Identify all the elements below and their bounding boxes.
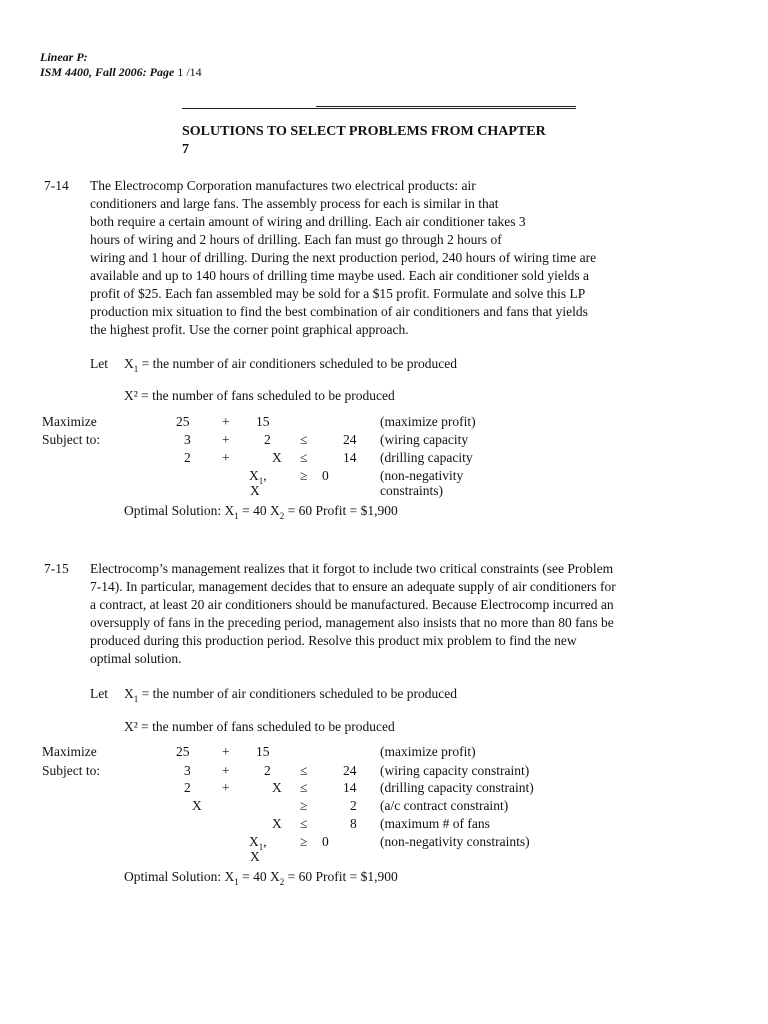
coef: 2 (184, 450, 191, 465)
relation: ≤ (300, 763, 308, 778)
coef: 2 (184, 780, 191, 795)
constraint-note: (wiring capacity (380, 432, 469, 447)
problem-number-7-14: 7-14 (44, 178, 69, 193)
comma: , (263, 834, 267, 849)
subscript: 1 (258, 842, 264, 852)
problem-7-14-text (90, 177, 596, 339)
optimal-solution-7-14 (124, 502, 398, 521)
rhs: 24 (343, 432, 357, 447)
constraint-note: (maximize profit) (380, 414, 476, 429)
text-line: 7-14). In particular, management decides that to ensure an adequate supply of air conditioners for (90, 579, 616, 594)
text-line: Electrocomp’s management realizes that it forgot to include two critical constraints (see Problem (90, 561, 614, 576)
relation: ≥ (300, 798, 308, 813)
solution-text: = 60 Profit = $1,900 (284, 503, 398, 518)
x1-definition (124, 355, 457, 374)
variable: X (272, 450, 282, 465)
constraint-note: (maximize profit) (380, 744, 476, 759)
constraint-note: (drilling capacity (380, 450, 473, 465)
text-line: profit of $25. Each fan assembled may be sold for a $15 profit. Formulate and solve this LP (90, 286, 586, 301)
x1-definition (124, 685, 457, 704)
constraint-note: (a/c contract constraint) (380, 798, 509, 813)
operator: + (222, 780, 230, 795)
coef: 3 (184, 763, 191, 778)
solution-text: Optimal Solution: X (124, 503, 235, 518)
header-page-number: 1 /14 (177, 65, 202, 79)
text-line: optimal solution. (90, 651, 182, 666)
maximize-label: Maximize (42, 744, 97, 759)
text-line: wiring and 1 hour of drilling. During the next production period, 240 hours of wiring time are (90, 250, 597, 265)
subject-to-label: Subject to: (42, 432, 101, 447)
let-label: Let (90, 686, 108, 701)
clipped-row (244, 849, 284, 864)
text-line: the highest profit. Use the corner point graphical approach. (90, 322, 409, 337)
header-line-1: Linear P: (40, 50, 88, 64)
relation: ≥ (300, 834, 308, 849)
rhs: 0 (322, 834, 329, 849)
definition-text: = the number of air conditioners scheduled to be produced (138, 686, 458, 701)
comma: , (263, 468, 267, 483)
rhs: 14 (343, 780, 357, 795)
subscript: 2 (279, 877, 285, 887)
text-line: available and up to 140 hours of drilling time maybe used. Each air conditioner sold yields a (90, 268, 589, 283)
title-rule-double (316, 106, 576, 109)
rhs: 0 (322, 468, 329, 483)
operator: + (222, 432, 230, 447)
x2-definition: X² = the number of fans scheduled to be produced (124, 388, 395, 403)
coef: 2 (264, 763, 271, 778)
x2-definition: X² = the number of fans scheduled to be produced (124, 719, 395, 734)
text-line: oversupply of fans in the preceding period, management also insists that no more than 80 fans be (90, 615, 614, 630)
rhs: 2 (350, 798, 357, 813)
text-line: The Electrocomp Corporation manufactures two electrical products: air (90, 178, 476, 193)
subscript: 1 (133, 364, 139, 374)
constraint-note: constraints) (380, 483, 443, 498)
variable: X (272, 816, 282, 831)
problem-number-7-15: 7-15 (44, 561, 69, 576)
subscript: 1 (234, 877, 239, 887)
text-line: conditioners and large fans. The assembly process for each is similar in that (90, 196, 499, 211)
coef: 25 (176, 744, 190, 759)
constraint-note: (wiring capacity constraint) (380, 763, 530, 778)
text-line: a contract, at least 20 air conditioners should be manufactured. Because Electrocomp incurred an (90, 597, 614, 612)
definition-text: = the number of air conditioners scheduled to be produced (138, 356, 458, 371)
variable-x: X (250, 483, 260, 498)
problem-7-15-text (90, 560, 616, 668)
subscript: 2 (279, 511, 285, 521)
let-label: Let (90, 356, 108, 371)
header-line-2 (40, 63, 202, 81)
relation: ≤ (300, 432, 308, 447)
solution-text: = 40 X (238, 869, 280, 884)
operator: + (222, 450, 230, 465)
variable: X (192, 798, 202, 813)
relation: ≥ (300, 468, 308, 483)
maximize-label: Maximize (42, 414, 97, 429)
subscript: 1 (234, 511, 239, 521)
variable-x: X (124, 686, 134, 701)
subject-to-label: Subject to: (42, 763, 101, 778)
operator: + (222, 414, 230, 429)
coef: 3 (184, 432, 191, 447)
solution-text: Optimal Solution: X (124, 869, 235, 884)
constraint-note: (drilling capacity constraint) (380, 780, 534, 795)
variable-x: X (249, 834, 259, 849)
chapter-title-line-2: 7 (182, 142, 189, 157)
variable-x: X (249, 468, 259, 483)
constraint-note: (non-negativity (380, 468, 464, 483)
clipped-row (244, 483, 474, 498)
coef: 2 (264, 432, 271, 447)
variable: X (272, 780, 282, 795)
chapter-title-line-1: SOLUTIONS TO SELECT PROBLEMS FROM CHAPTER (182, 124, 546, 139)
text-line: hours of wiring and 2 hours of drilling. Each fan must go through 2 hours of (90, 232, 502, 247)
solution-text: = 40 X (238, 503, 280, 518)
coef: 25 (176, 414, 190, 429)
relation: ≤ (300, 780, 308, 795)
variable-x: X (250, 849, 260, 864)
header-course: ISM 4400, Fall 2006: Page (40, 65, 175, 79)
optimal-solution-7-15 (124, 868, 398, 887)
text-line: production mix situation to find the best combination of air conditioners and fans that yields (90, 304, 588, 319)
rhs: 14 (343, 450, 357, 465)
variable-x: X (124, 356, 134, 371)
constraint-note: (non-negativity constraints) (380, 834, 530, 849)
relation: ≤ (300, 816, 308, 831)
rhs: 24 (343, 763, 357, 778)
operator: + (222, 744, 230, 759)
relation: ≤ (300, 450, 308, 465)
text-line: both require a certain amount of wiring and drilling. Each air conditioner takes 3 (90, 214, 526, 229)
coef: 15 (256, 414, 270, 429)
solution-text: = 60 Profit = $1,900 (284, 869, 398, 884)
coef: 15 (256, 744, 270, 759)
constraint-note: (maximum # of fans (380, 816, 490, 831)
text-line: produced during this production period. Resolve this product mix problem to find the new (90, 633, 577, 648)
subscript: 1 (258, 476, 264, 486)
rhs: 8 (350, 816, 357, 831)
operator: + (222, 763, 230, 778)
subscript: 1 (133, 694, 139, 704)
